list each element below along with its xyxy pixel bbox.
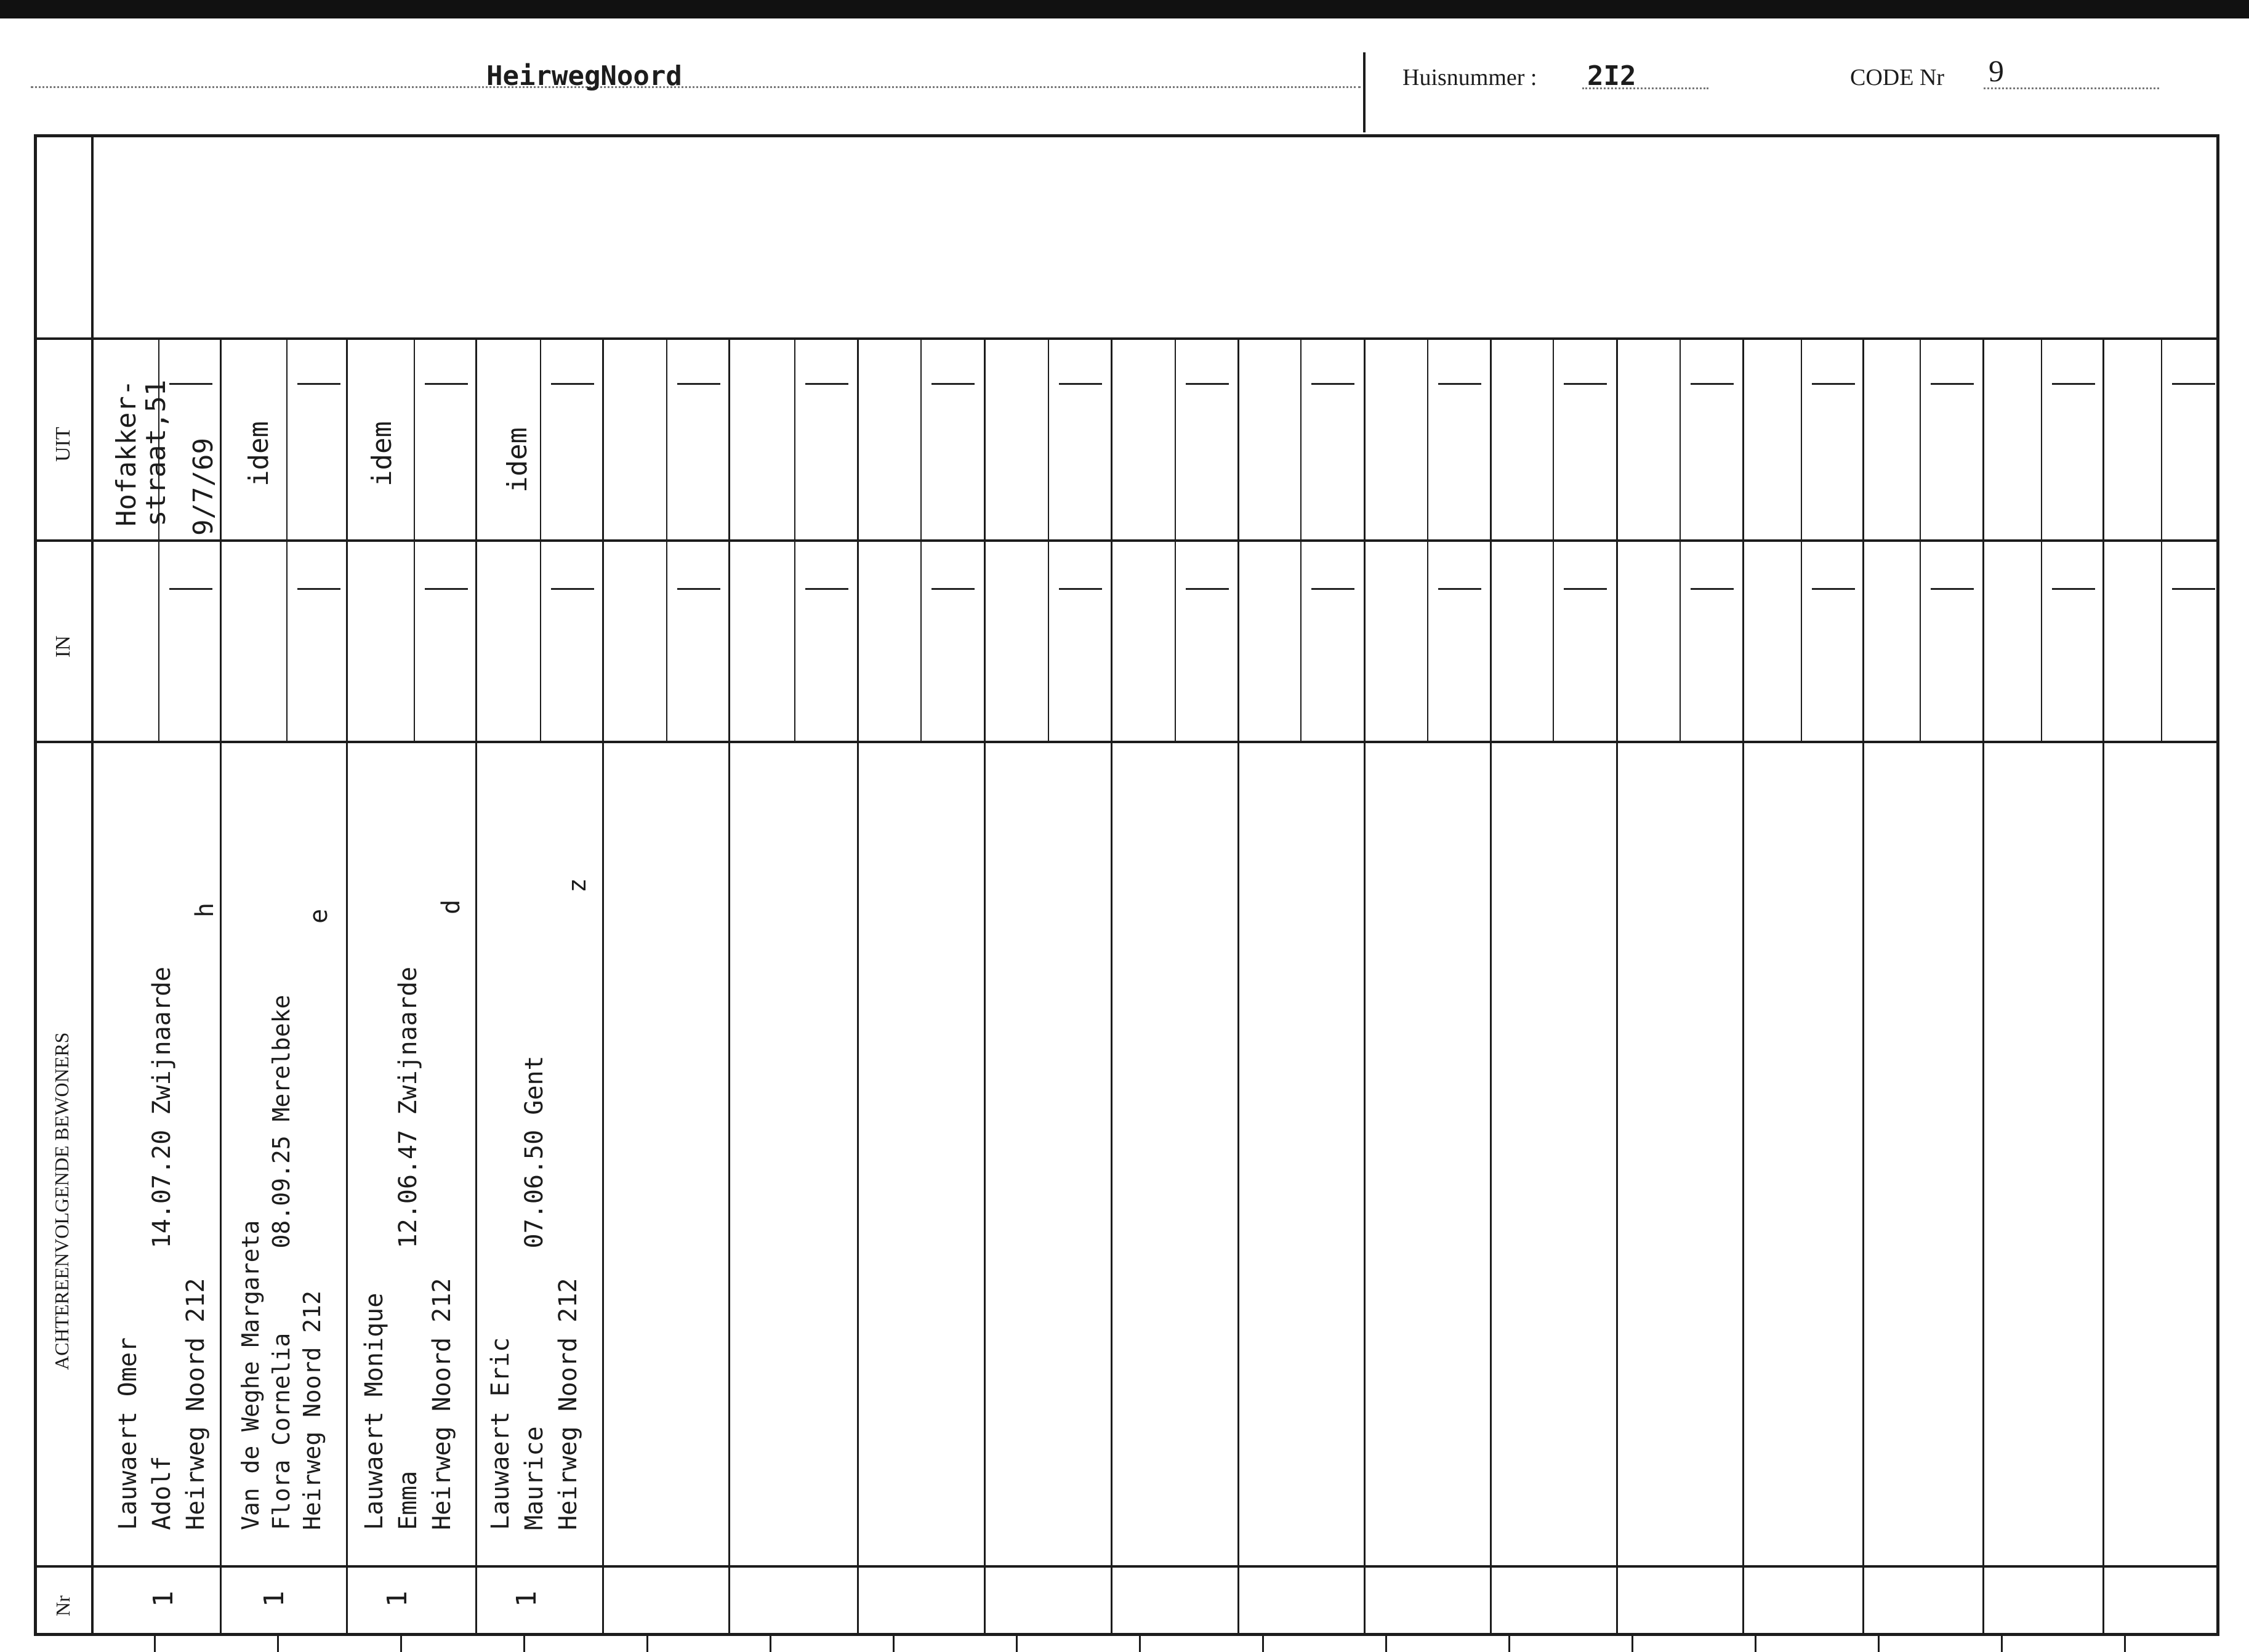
resident-name-4: Lauwaert Eric [486,1337,515,1530]
column-divider [346,337,348,1636]
sub-column-divider [1175,337,1176,743]
sub-column-divider [1553,337,1554,743]
street-dotted-line [31,86,1361,88]
resident-given-2: Flora Cornelia 08.09.25 Merelbeke [268,994,295,1530]
resident-mark-1: h [191,902,219,917]
sub-column-divider [666,337,667,743]
house-number-label: Huisnummer : [1402,65,1537,91]
column-divider [1111,337,1112,1636]
code-label: CODE Nr [1850,65,1945,91]
resident-name-2: Van de Weghe Margareta [237,1220,264,1530]
sub-column-divider [920,337,922,743]
bottom-tick [1262,1636,1264,1652]
column-divider [1742,337,1744,1636]
sub-column-divider [286,337,288,743]
nr-value-2: 1 [259,1590,290,1607]
sub-column-divider [1680,337,1681,743]
resident-address-3: Heirweg Noord 212 [428,1278,456,1530]
blank-dash [2172,383,2215,385]
bottom-tick [1016,1636,1018,1652]
blank-dash [1691,383,1734,385]
code-value: 9 [1989,54,2004,88]
bottom-tick [646,1636,648,1652]
column-divider [602,337,604,1636]
resident-address-1: Heirweg Noord 212 [182,1278,210,1530]
blank-dash [1311,588,1354,590]
column-divider [1237,337,1239,1636]
form-bottom-border [34,1633,2219,1636]
column-divider [1616,337,1618,1636]
street-name: HeirwegNoord [486,60,682,92]
column-divider [1982,337,1984,1636]
bottom-tick [400,1636,402,1652]
bottom-tick [1631,1636,1633,1652]
bottom-tick [2124,1636,2126,1652]
blank-dash [1311,383,1354,385]
uit-text-2: idem [243,421,275,486]
code-dotted-line [1984,87,2159,89]
sub-column-divider [2041,337,2042,743]
sub-column-divider [1920,337,1921,743]
blank-dash [1059,383,1102,385]
sub-column-divider [1300,337,1302,743]
blank-dash [1186,383,1229,385]
blank-dash [1438,383,1481,385]
blank-dash [805,588,848,590]
scan-top-edge [0,0,2249,18]
blank-dash [677,383,720,385]
blank-dash [805,383,848,385]
column-divider [857,337,859,1636]
bewoners-nr-border [34,1565,2219,1568]
uit-label: UIT [52,427,74,462]
sub-column-divider [1801,337,1802,743]
in-label: IN [52,635,74,658]
column-divider [220,337,222,1636]
resident-given-3: Emma 12.06.47 Zwijnaarde [394,966,422,1530]
bottom-tick [1878,1636,1880,1652]
blank-dash [1691,588,1734,590]
blank-dash [1931,588,1974,590]
blank-dash [1931,383,1974,385]
blank-dash [425,383,468,385]
blank-dash [677,588,720,590]
resident-mark-3: d [437,899,465,914]
nr-value-3: 1 [382,1590,413,1607]
sub-column-divider [1427,337,1428,743]
resident-given-1: Adolf 14.07.20 Zwijnaarde [148,966,176,1530]
bottom-tick [1755,1636,1756,1652]
form-top-border [34,134,2219,137]
bottom-tick [770,1636,771,1652]
header-divider [1363,52,1366,132]
blank-dash [2052,588,2095,590]
resident-mark-2: e [305,908,333,924]
blank-dash [1812,588,1855,590]
resident-address-4: Heirweg Noord 212 [554,1278,582,1530]
house-number-value: 2I2 [1587,60,1636,92]
blank-dash [1564,588,1607,590]
bottom-tick [1508,1636,1510,1652]
column-divider [1364,337,1366,1636]
label-column-divider [91,134,94,1636]
uit-text-3: idem [366,421,398,486]
uit-text-4: idem [502,427,533,493]
column-divider [2102,337,2104,1636]
blank-dash [425,588,468,590]
resident-address-2: Heirweg Noord 212 [299,1291,326,1530]
bottom-tick [2001,1636,2003,1652]
blank-dash [1812,383,1855,385]
uit-top-border [34,337,2219,340]
blank-dash [2052,383,2095,385]
blank-dash [169,383,212,385]
sub-column-divider [1048,337,1049,743]
uit-text-1: Hofakker- straat,51 [111,379,172,526]
bewoners-label: ACHTEREENVOLGENDE BEWONERS [50,1032,73,1370]
column-divider [475,337,477,1636]
bottom-tick [523,1636,525,1652]
column-divider [1862,337,1864,1636]
blank-dash [551,588,594,590]
resident-name-3: Lauwaert Monique [360,1292,388,1530]
blank-dash [931,383,975,385]
column-divider [984,337,986,1636]
blank-dash [931,588,975,590]
blank-dash [2172,588,2215,590]
form-right-border [2216,134,2219,1636]
resident-name-1: Lauwaert Omer [114,1337,142,1530]
blank-dash [297,383,340,385]
bottom-tick [154,1636,156,1652]
resident-mark-4: z [563,877,592,893]
sub-column-divider [2161,337,2162,743]
in-bewoners-border [34,741,2219,743]
bottom-tick [1385,1636,1387,1652]
uit-date-1: 9/7/69 [188,438,219,536]
blank-dash [1438,588,1481,590]
blank-dash [1564,383,1607,385]
sub-column-divider [540,337,541,743]
sub-column-divider [414,337,415,743]
sub-column-divider [794,337,795,743]
blank-dash [551,383,594,385]
bottom-tick [893,1636,895,1652]
resident-given-4: Maurice 07.06.50 Gent [520,1055,549,1530]
bottom-tick [1139,1636,1141,1652]
blank-dash [1059,588,1102,590]
nr-label: Nr [52,1595,74,1616]
column-divider [728,337,730,1636]
nr-value-4: 1 [511,1590,542,1607]
blank-dash [1186,588,1229,590]
nr-value-1: 1 [148,1590,179,1607]
uit-in-border [34,539,2219,542]
column-divider [1490,337,1492,1636]
form-left-border [34,134,37,1636]
blank-dash [297,588,340,590]
blank-dash [169,588,212,590]
bottom-tick [277,1636,279,1652]
